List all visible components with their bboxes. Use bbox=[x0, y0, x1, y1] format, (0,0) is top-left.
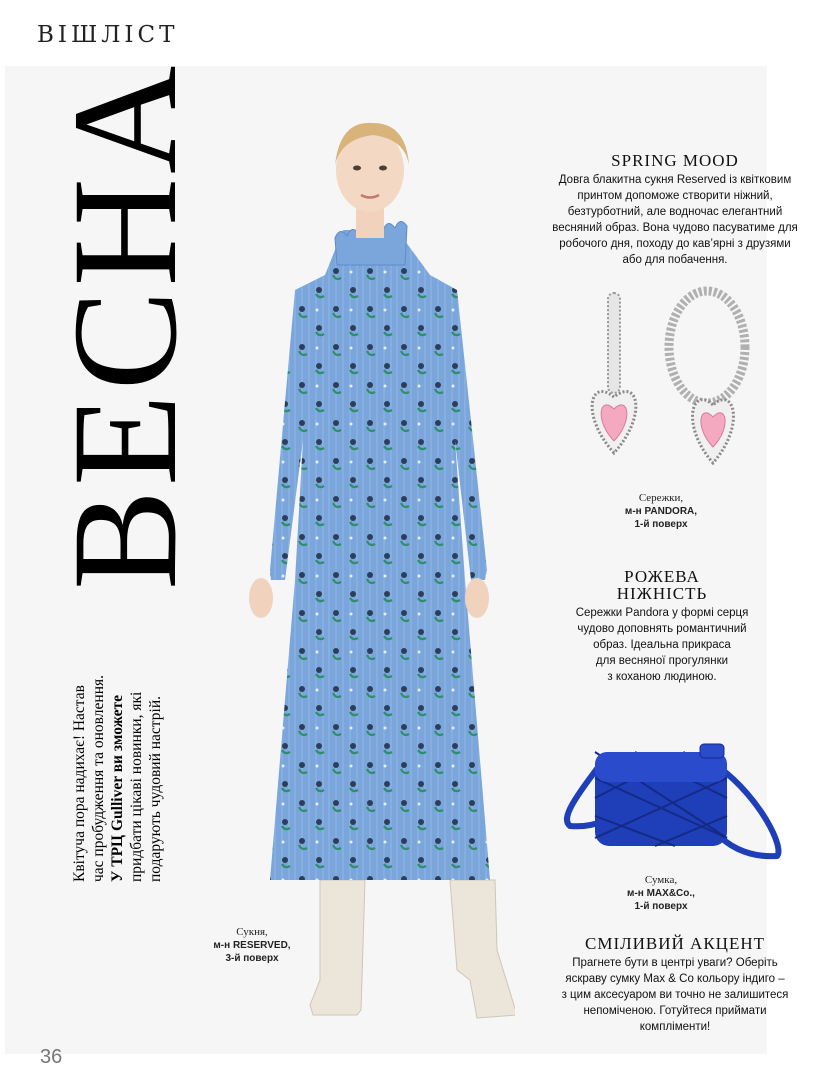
dress-caption: Сукня, м-н RESERVED, 3-й поверх bbox=[213, 926, 291, 964]
page-number: 36 bbox=[40, 1046, 63, 1068]
pink-tenderness-title: РОЖЕВА НІЖНІСТЬ bbox=[616, 567, 708, 603]
page-title: ВЕСНА bbox=[42, 61, 208, 590]
left-boot bbox=[310, 880, 365, 1015]
intro-line: час пробудження та оновлення. bbox=[90, 675, 107, 882]
dress bbox=[270, 230, 490, 880]
bold-accent-block bbox=[540, 935, 810, 1035]
earrings-caption: Сережки, м-н PANDORA, 1-й поверх bbox=[624, 492, 698, 530]
right-boot bbox=[450, 880, 515, 1018]
section-label: ВІШЛІСТ bbox=[37, 22, 179, 48]
bold-accent-text: Прагнете бути в центрі уваги? Оберіть яскраву сумку Max & Co кольору індиго – з цим аксесуаром ви точно не залишитеся непоміченою. Готуйтеся приймати компліменти! bbox=[561, 957, 789, 1033]
bag-photo bbox=[555, 738, 790, 868]
pink-tenderness-text: Сережки Pandora у формі серця чудово доповнять романтичний образ. Ідеальна прикраса для весняної прогулянки з коханою людиною. bbox=[575, 607, 749, 683]
left-hand bbox=[249, 578, 273, 618]
model-photo bbox=[225, 110, 515, 1030]
earrings-photo bbox=[580, 285, 755, 485]
bag-caption: Сумка, м-н MAX&Co., 1-й поверх bbox=[627, 874, 695, 912]
intro-text bbox=[70, 622, 165, 882]
intro-line: подарують чудовий настрій. bbox=[147, 696, 164, 882]
pink-tenderness-block bbox=[552, 568, 772, 685]
intro-line: У ТРЦ Gulliver ви зможете bbox=[109, 695, 126, 882]
bold-accent-title: СМІЛИВИЙ АКЦЕНТ bbox=[584, 934, 765, 953]
intro-line: придбати цікаві новинки, які bbox=[128, 691, 145, 882]
spring-mood-block bbox=[540, 152, 810, 268]
spring-mood-title: SPRING MOOD bbox=[611, 151, 739, 170]
spring-mood-text: Довга блакитна сукня Reserved із квітковим принтом допоможе створити ніжний, безтурботний, але водночас елегантний весняний образ. Вона чудово пасуватиме для робочого дня, походу до кав’ярні з друзями або для побачення. bbox=[552, 174, 798, 266]
intro-line: Квітуча пора надихає! Настав bbox=[71, 685, 88, 882]
right-hand bbox=[465, 578, 489, 618]
